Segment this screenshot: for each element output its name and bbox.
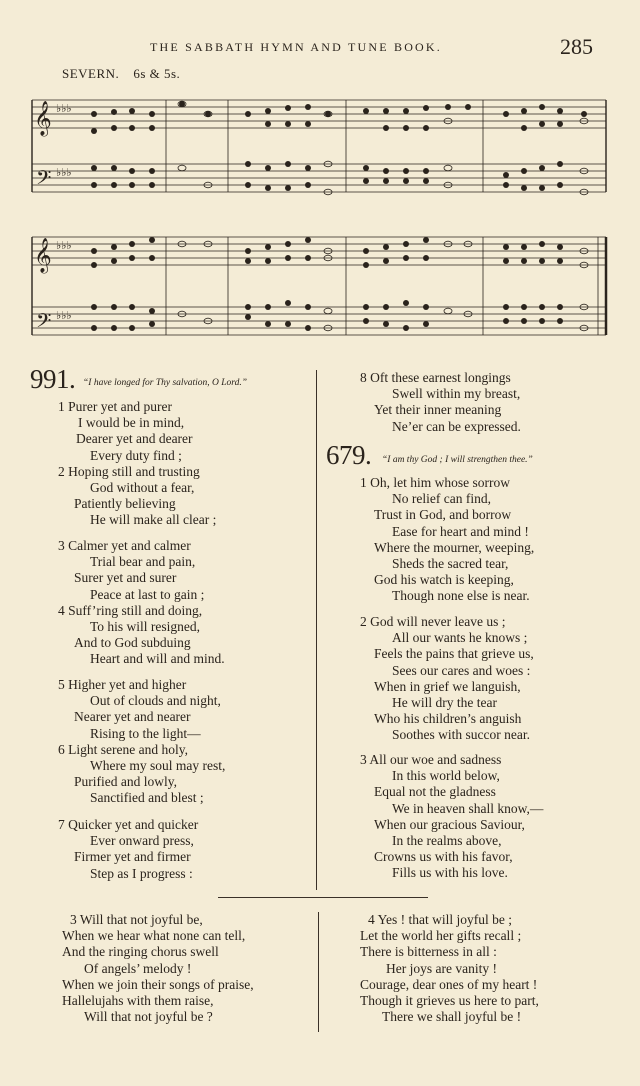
- verse-line: 1 Oh, let him whose sorrow: [360, 475, 510, 490]
- svg-text:♭♭♭: ♭♭♭: [56, 310, 72, 322]
- verse-line: Crowns us with his favor,: [374, 849, 513, 865]
- verse-line: All our wants he knows ;: [392, 630, 528, 646]
- verse-line: Soothes with succor near.: [392, 727, 530, 743]
- lower-stanza-4: [360, 912, 539, 1025]
- lower-stanza-3: [62, 912, 254, 1025]
- verse-line: 1 Purer yet and purer: [58, 399, 172, 414]
- verse-line: Who his children’s anguish: [374, 711, 522, 727]
- svg-text:𝄢: 𝄢: [36, 166, 52, 194]
- svg-text:𝄞: 𝄞: [34, 101, 52, 136]
- hymn-991-stanzas-1-2: [58, 399, 216, 529]
- verse-line: 4 Suff’ring still and doing,: [58, 602, 203, 618]
- verse-line: Sees our cares and woes :: [392, 662, 531, 678]
- section-rule: [218, 897, 428, 898]
- verse-line: Heart and will and mind.: [90, 651, 225, 667]
- verse-line: 2 God will never leave us ;: [360, 614, 506, 629]
- verse-line: Firmer yet and firmer: [74, 849, 191, 865]
- verse-line: Swell within my breast,: [392, 386, 521, 402]
- verse-line: Her joys are vanity !: [386, 960, 497, 976]
- verse-line: God without a fear,: [90, 480, 195, 496]
- music-notation-2: [28, 225, 610, 345]
- verse-line: 6 Light serene and holy,: [58, 741, 188, 757]
- hymn-991-number: 991.: [30, 364, 76, 394]
- verse-line: Courage, dear ones of my heart !: [360, 976, 538, 992]
- verse-line: Step as I progress :: [90, 865, 193, 881]
- verse-line: Ever onward press,: [90, 833, 194, 849]
- music-system-1: [28, 90, 610, 205]
- verse-line: And to God subduing: [74, 635, 191, 651]
- svg-text:♭♭♭: ♭♭♭: [56, 167, 72, 179]
- svg-text:♭♭♭: ♭♭♭: [56, 103, 72, 115]
- hymn-679-stanza-3: [360, 752, 543, 882]
- verse-line: Trust in God, and borrow: [374, 507, 512, 523]
- verse-line: 2 Hoping still and trusting: [58, 463, 200, 479]
- verse-line: Patiently believing: [74, 496, 176, 512]
- verse-line: Let the world her gifts recall ;: [360, 928, 522, 944]
- hymn-679-stanza-2: [360, 614, 534, 744]
- verse-line: Surer yet and surer: [74, 570, 177, 586]
- music-notation-1: [28, 90, 610, 205]
- verse-line: Every duty find ;: [90, 447, 182, 463]
- column-divider: [316, 370, 317, 890]
- verse-line: When we hear what none can tell,: [62, 928, 246, 944]
- verse-line: Trial bear and pain,: [90, 554, 196, 570]
- page-header: [0, 34, 640, 64]
- hymn-991-stanza-8: [360, 370, 521, 435]
- verse-line: 3 Calmer yet and calmer: [58, 538, 191, 553]
- verse-line: 4 Yes ! that will joyful be ;: [368, 912, 512, 927]
- verse-line: Of angels’ melody !: [84, 960, 192, 976]
- verse-line: When we join their songs of praise,: [62, 976, 254, 992]
- verse-line: No relief can find,: [392, 491, 491, 507]
- hymn-991-stanzas-3-4: [58, 538, 225, 668]
- verse-line: Hallelujahs with them raise,: [62, 993, 214, 1009]
- running-title: THE SABBATH HYMN AND TUNE BOOK.: [150, 40, 442, 54]
- verse-line: 3 Will that not joyful be,: [70, 912, 203, 927]
- verse-line: Nearer yet and nearer: [74, 709, 191, 725]
- verse-line: When in grief we languish,: [374, 678, 521, 694]
- tune-name: SEVERN.: [62, 66, 120, 81]
- verse-line: Equal not the gladness: [374, 784, 496, 800]
- verse-line: 3 All our woe and sadness: [360, 752, 502, 767]
- verse-line: When our gracious Saviour,: [374, 816, 525, 832]
- tune-meter: 6s & 5s.: [133, 66, 181, 81]
- verse-line: To his will resigned,: [90, 619, 201, 635]
- verse-line: He will dry the tear: [392, 695, 497, 711]
- verse-line: There we shall joyful be !: [382, 1009, 522, 1025]
- verse-line: 5 Higher yet and higher: [58, 677, 187, 692]
- verse-line: Yet their inner meaning: [374, 402, 502, 418]
- hymn-991-stanzas-5-6: [58, 677, 225, 807]
- verse-line: Fills us with his love.: [392, 865, 508, 881]
- verse-line: I would be in mind,: [78, 415, 185, 431]
- svg-text:𝄞: 𝄞: [34, 238, 52, 273]
- svg-text:♭♭♭: ♭♭♭: [56, 240, 72, 252]
- verse-line: Sheds the sacred tear,: [392, 556, 509, 572]
- verse-line: God his watch is keeping,: [374, 572, 514, 588]
- verse-line: There is bitterness in all :: [360, 944, 497, 960]
- verse-line: Ne’er can be expressed.: [392, 418, 521, 434]
- verse-line: 8 Oft these earnest longings: [360, 370, 511, 385]
- verse-line: Out of clouds and night,: [90, 693, 221, 709]
- hymn-991-scripture: “I have longed for Thy salvation, O Lord.”: [83, 378, 248, 388]
- page-number: 285: [560, 34, 593, 59]
- verse-line: Purified and lowly,: [74, 774, 177, 790]
- hymn-679-stanza-1: [360, 475, 534, 605]
- verse-line: Where the mourner, weeping,: [374, 539, 535, 555]
- hymn-991-stanza-7: [58, 817, 198, 882]
- verse-line: 7 Quicker yet and quicker: [58, 817, 199, 832]
- verse-line: In the realms above,: [392, 833, 502, 849]
- verse-line: In this world below,: [392, 768, 500, 784]
- verse-line: Dearer yet and dearer: [76, 431, 193, 447]
- verse-line: And the ringing chorus swell: [62, 944, 219, 960]
- verse-line: Feels the pains that grieve us,: [374, 646, 534, 662]
- music-system-2: [28, 225, 610, 345]
- tune-label: [62, 66, 180, 82]
- hymn-679-scripture: “I am thy God ; I will strengthen thee.”: [382, 455, 533, 465]
- verse-line: Sanctified and blest ;: [90, 790, 204, 806]
- verse-line: Will that not joyful be ?: [84, 1009, 213, 1025]
- verse-line: We in heaven shall know,—: [392, 800, 544, 816]
- verse-line: He will make all clear ;: [90, 512, 217, 528]
- verse-line: Ease for heart and mind !: [392, 523, 529, 539]
- hymn-679-number: 679.: [326, 440, 372, 470]
- svg-text:𝄢: 𝄢: [36, 309, 52, 337]
- verse-line: Though none else is near.: [392, 588, 530, 604]
- verse-line: Where my soul may rest,: [90, 758, 226, 774]
- verse-line: Rising to the light—: [90, 725, 201, 741]
- verse-line: Though it grieves us here to part,: [360, 993, 539, 1009]
- lower-column-divider: [318, 912, 319, 1032]
- verse-line: Peace at last to gain ;: [90, 586, 205, 602]
